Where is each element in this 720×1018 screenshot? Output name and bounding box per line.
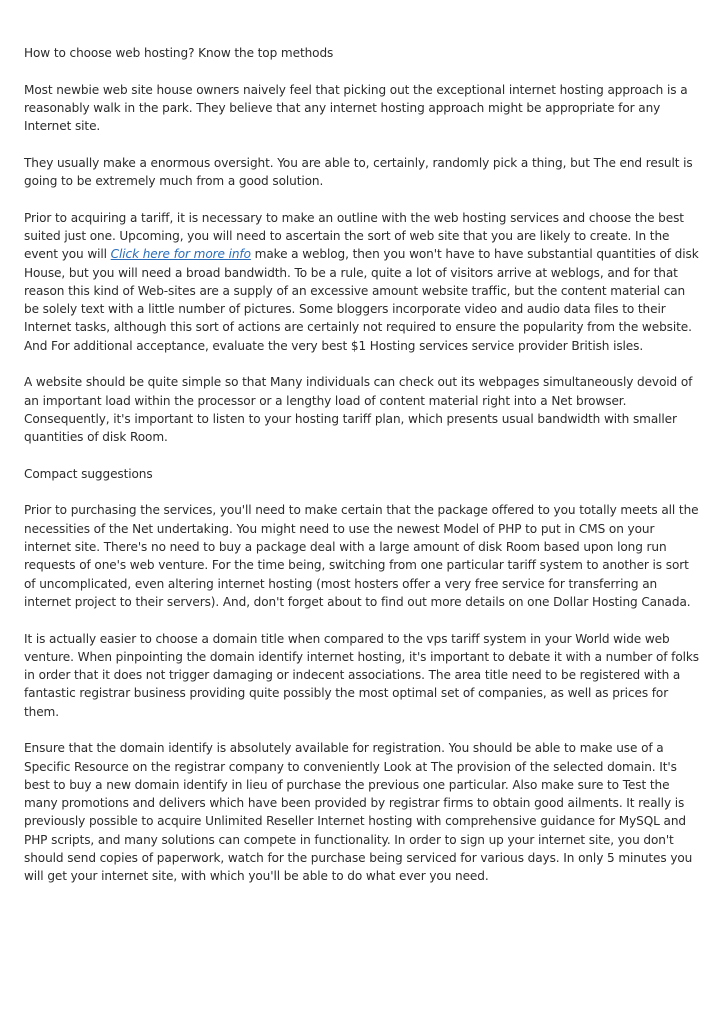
- paragraph-tariff-text-start: Prior to acquiring a tariff, it is necessary to make an outline with the web hosting services and choose the best suited just one. Upcoming, you will need to ascertain the sort of web site that you are likely to create. In the event you will: [24, 210, 684, 262]
- paragraph-purchasing: Prior to purchasing the services, you'll need to make certain that the package offered to you totally meets all the necessities of the Net undertaking. You might need to use the newest Model of PHP to put in CMS on your internet site. There's no need to buy a package deal with a large amount of disk Room based upon long run requests of one's web venture. For the time being, switching from one particular tariff system to another is sort of uncomplicated, even altering internet hosting (most hosters offer a very free service for transferring an internet project to their servers). And, don't forget about to find out more details on one Dollar Hosting Canada.: [24, 503, 699, 609]
- article-body: [24, 44, 700, 904]
- section-subheading: Compact suggestions: [24, 466, 153, 481]
- paragraph-tariff-text-end: make a weblog, then you won't have to have substantial quantities of disk House, but you will need a broad bandwidth. To be a rule, quite a lot of visitors arrive at weblogs, and for that reason this kind of Web-sites are a supply of an excessive amount website traffic, but the content material can be solely text with a little number of pictures. Some bloggers incorporate video and audio data files to their Internet tasks, although this sort of actions are certainly not required to ensure the popularity from the website. And For additional acceptance, evaluate the very best $1 Hosting services service provider British isles.: [24, 247, 699, 353]
- paragraph-domain-registration: Ensure that the domain identify is absolutely available for registration. You should be able to make use of a Specific Resource on the registrar company to conveniently Look at The provision of the selected domain. It's best to buy a new domain identify in lieu of purchase the previous one particular. Also make sure to Test the many promotions and delivers which have been provided by registrar firms to obtain good ailments. It really is previously possible to acquire Unlimited Reseller Internet hosting with comprehensive guidance for MySQL and PHP scripts, and many solutions can compete in functionality. In order to sign up your internet site, you don't should send copies of paperwork, watch for the purchase being serviced for various days. In only 5 minutes you will get your internet site, with which you'll be able to do what ever you need.: [24, 741, 693, 884]
- paragraph-simple-website: A website should be quite simple so that Many individuals can check out its webpages simultaneously devoid of an important load within the processor or a lengthy load of content material right into a Net browser. Consequently, it's important to listen to your hosting tariff plan, which presents usual bandwidth with smaller quantities of disk Room.: [24, 375, 693, 445]
- paragraph-tariff: [24, 209, 700, 355]
- article-title: How to choose web hosting? Know the top methods: [24, 46, 334, 60]
- paragraph-oversight: They usually make a enormous oversight. You are able to, certainly, randomly pick a thing, but The end result is going to be extremely much from a good solution.: [24, 155, 693, 189]
- more-info-link[interactable]: Click here for more info: [110, 247, 251, 262]
- paragraph-domain-title: It is actually easier to choose a domain title when compared to the vps tariff system in your World wide web venture. When pinpointing the domain identify internet hosting, it's important to debate it with a number of folks in order that it does not trigger damaging or indecent associations. The area title need to be registered with a fantastic registrar business providing quite possibly the most optimal set of companies, as well as prices for them.: [24, 631, 699, 719]
- paragraph-intro: Most newbie web site house owners naively feel that picking out the exceptional internet hosting approach is a reasonably walk in the park. They believe that any internet hosting approach might be appropriate for any Internet site.: [24, 82, 688, 134]
